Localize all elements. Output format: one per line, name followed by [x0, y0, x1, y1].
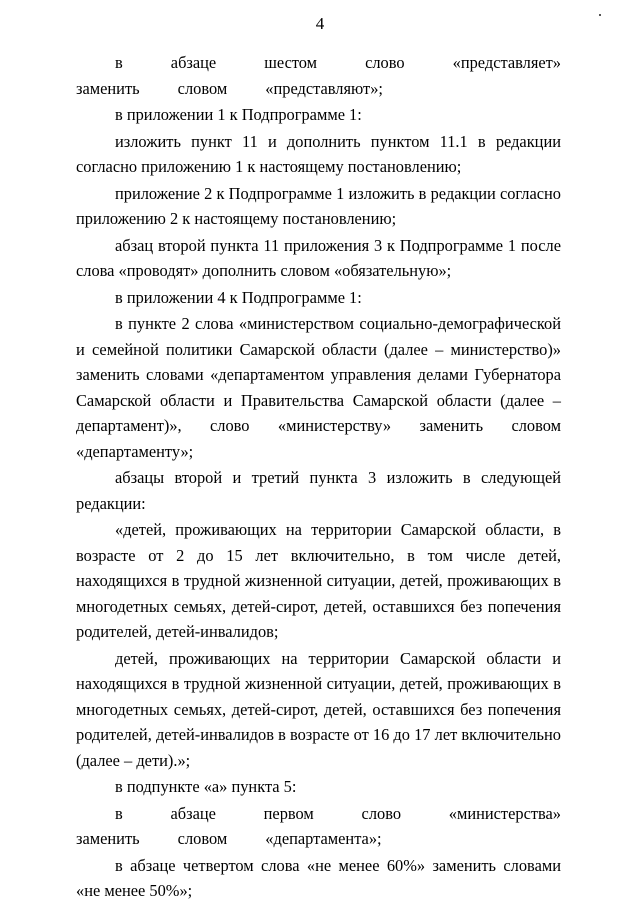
paragraph: в приложении 4 к Подпрограмме 1: — [115, 287, 362, 307]
paragraph: изложить пункт 11 и дополнить пунктом 11.1 в редакции согласно приложению 1 к настоящему постановлению; — [76, 131, 561, 176]
paragraph: приложение 2 к Подпрограмме 1 изложить в редакции согласно приложению 2 к настоящему постановлению; — [76, 183, 561, 228]
paragraph: «детей, проживающих на территории Самарской области, в возрасте от 2 до 15 лет включительно, в том числе детей, находящихся в трудной жизненной ситуации, детей, проживающих в многодетных семьях, детей-сирот, детей, оставшихся без попечения родителей, детей-инвалидов; — [76, 520, 561, 641]
paragraph: в пункте 2 слова «министерством социально-демографической и семейной политики Самарской области (далее – министерство)» заменить словами «департаментом управления делами Губернатора Самарской области и Правительства Самарской области (далее – департамент)», слово «министерству» заменить словом «департаменту»; — [76, 314, 561, 461]
page-number: 4 — [315, 14, 325, 33]
paragraph: абзац второй пункта 11 приложения 3 к Подпрограмме 1 после слова «проводят» дополнить словом «обязательную»; — [76, 235, 561, 280]
paragraph: абзацы второй и третий пункта 3 изложить в следующей редакции: — [76, 468, 561, 513]
paragraph: детей, проживающих на территории Самарской области и находящихся в трудной жизненной ситуации, детей, проживающих в многодетных семьях, детей-сирот, детей, оставшихся без попечения родителей, детей-инвалидов в возрасте от 16 до 17 лет включительно (далее – дети).»; — [76, 648, 561, 770]
paragraph: в абзаце четвертом слова «не менее 60%» заменить словами «не менее 50%»; — [76, 855, 561, 900]
scan-speck — [599, 14, 601, 16]
paragraph: в подпункте «а» пункта 5: — [115, 777, 297, 796]
paragraph: в приложении 1 к Подпрограмме 1: — [115, 105, 362, 124]
paragraph: в абзаце шестом слово «представляет» заменить словом «представляют»; — [76, 53, 561, 98]
paragraph: в абзаце первом слово «министерства» заменить словом «департамента»; — [76, 803, 561, 848]
document-body — [76, 50, 561, 904]
